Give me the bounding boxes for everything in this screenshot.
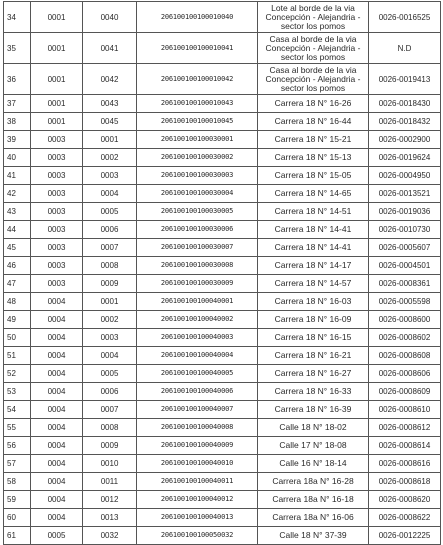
cadastral-number-cell: 206100100100030006 (137, 221, 258, 239)
registration-number-cell: 0026-0008602 (369, 329, 441, 347)
parcel-code-cell: 0011 (83, 473, 137, 491)
sector-code-cell: 0003 (31, 185, 83, 203)
parcel-code-cell: 0003 (83, 329, 137, 347)
row-number-cell: 52 (4, 365, 31, 383)
registration-number-cell: 0026-0018432 (369, 113, 441, 131)
sector-code-cell: 0001 (31, 33, 83, 64)
registration-number-cell: 0026-0008620 (369, 491, 441, 509)
registration-number-cell: 0026-0004950 (369, 167, 441, 185)
address-cell: Carrera 18 N° 14-41 (258, 239, 369, 257)
sector-code-cell: 0004 (31, 437, 83, 455)
parcel-code-cell: 0041 (83, 33, 137, 64)
row-number-cell: 56 (4, 437, 31, 455)
sector-code-cell: 0003 (31, 239, 83, 257)
parcel-code-cell: 0006 (83, 221, 137, 239)
table-row (4, 221, 441, 239)
cadastral-number-cell: 206100100100030001 (137, 131, 258, 149)
sector-code-cell: 0004 (31, 347, 83, 365)
row-number-cell: 49 (4, 311, 31, 329)
table-row (4, 239, 441, 257)
address-cell: Carrera 18 N° 16-27 (258, 365, 369, 383)
cadastral-number-cell: 206100100100040001 (137, 293, 258, 311)
parcel-code-cell: 0009 (83, 437, 137, 455)
parcel-code-cell: 0007 (83, 239, 137, 257)
parcel-code-cell: 0045 (83, 113, 137, 131)
parcel-code-cell: 0004 (83, 347, 137, 365)
sector-code-cell: 0004 (31, 293, 83, 311)
sector-code-cell: 0003 (31, 131, 83, 149)
table-row (4, 167, 441, 185)
registration-number-cell: 0026-0008614 (369, 437, 441, 455)
row-number-cell: 48 (4, 293, 31, 311)
cadastral-number-cell: 206100100100010041 (137, 33, 258, 64)
table-row (4, 383, 441, 401)
address-cell: Casa al borde de la via Concepción - Alejandria - sector los pomos (258, 64, 369, 95)
table-row (4, 473, 441, 491)
table-row (4, 203, 441, 221)
address-cell: Calle 16 N° 18-14 (258, 455, 369, 473)
address-cell: Carrera 18 N° 14-65 (258, 185, 369, 203)
cadastral-number-cell: 206100100100010042 (137, 64, 258, 95)
address-cell: Carrera 18 N° 14-41 (258, 221, 369, 239)
address-cell: Lote al borde de la via Concepción - Alejandria - sector los pomos (258, 2, 369, 33)
parcel-code-cell: 0003 (83, 167, 137, 185)
address-cell: Carrera 18 N° 16-44 (258, 113, 369, 131)
cadastral-number-cell: 206100100100040010 (137, 455, 258, 473)
cadastral-number-cell: 206100100100040008 (137, 419, 258, 437)
registration-number-cell: 0026-0004501 (369, 257, 441, 275)
sector-code-cell: 0004 (31, 419, 83, 437)
row-number-cell: 54 (4, 401, 31, 419)
table-row (4, 437, 441, 455)
parcel-code-cell: 0005 (83, 203, 137, 221)
sector-code-cell: 0004 (31, 491, 83, 509)
row-number-cell: 55 (4, 419, 31, 437)
address-cell: Carrera 18a N° 16-18 (258, 491, 369, 509)
table-row (4, 311, 441, 329)
row-number-cell: 39 (4, 131, 31, 149)
sector-code-cell: 0004 (31, 509, 83, 527)
sector-code-cell: 0004 (31, 311, 83, 329)
table-row (4, 275, 441, 293)
address-cell: Carrera 18 N° 14-57 (258, 275, 369, 293)
address-cell: Carrera 18 N° 16-33 (258, 383, 369, 401)
sector-code-cell: 0001 (31, 113, 83, 131)
sector-code-cell: 0003 (31, 203, 83, 221)
parcel-code-cell: 0042 (83, 64, 137, 95)
registration-number-cell: 0026-0013521 (369, 185, 441, 203)
sector-code-cell: 0004 (31, 383, 83, 401)
cadastral-number-cell: 206100100100010045 (137, 113, 258, 131)
table-row (4, 33, 441, 64)
table-row (4, 131, 441, 149)
sector-code-cell: 0001 (31, 64, 83, 95)
table-row (4, 185, 441, 203)
address-cell: Calle 18 N° 18-02 (258, 419, 369, 437)
parcel-code-cell: 0043 (83, 95, 137, 113)
cadastral-number-cell: 206100100100040007 (137, 401, 258, 419)
registration-number-cell: 0026-0008612 (369, 419, 441, 437)
row-number-cell: 38 (4, 113, 31, 131)
address-cell: Carrera 18a N° 16-28 (258, 473, 369, 491)
document-sheet (3, 1, 440, 545)
row-number-cell: 59 (4, 491, 31, 509)
cadastral-number-cell: 206100100100010043 (137, 95, 258, 113)
cadastral-number-cell: 206100100100010040 (137, 2, 258, 33)
table-row (4, 95, 441, 113)
parcel-code-cell: 0008 (83, 257, 137, 275)
parcel-code-cell: 0040 (83, 2, 137, 33)
registration-number-cell: 0026-0008616 (369, 455, 441, 473)
table-row (4, 149, 441, 167)
sector-code-cell: 0004 (31, 365, 83, 383)
table-row (4, 347, 441, 365)
cadastral-number-cell: 206100100100040002 (137, 311, 258, 329)
row-number-cell: 51 (4, 347, 31, 365)
row-number-cell: 47 (4, 275, 31, 293)
registration-number-cell: 0026-0008610 (369, 401, 441, 419)
sector-code-cell: 0003 (31, 167, 83, 185)
cadastral-number-cell: 206100100100040005 (137, 365, 258, 383)
address-cell: Carrera 18 N° 14-51 (258, 203, 369, 221)
registration-number-cell: 0026-0018430 (369, 95, 441, 113)
sector-code-cell: 0003 (31, 275, 83, 293)
parcel-code-cell: 0013 (83, 509, 137, 527)
row-number-cell: 41 (4, 167, 31, 185)
parcel-code-cell: 0002 (83, 149, 137, 167)
parcel-code-cell: 0009 (83, 275, 137, 293)
cadastral-number-cell: 206100100100040013 (137, 509, 258, 527)
table-row (4, 64, 441, 95)
registration-number-cell: 0026-0005607 (369, 239, 441, 257)
sector-code-cell: 0003 (31, 149, 83, 167)
sector-code-cell: 0004 (31, 401, 83, 419)
registration-number-cell: 0026-0010730 (369, 221, 441, 239)
parcel-code-cell: 0002 (83, 311, 137, 329)
registration-number-cell: 0026-0002900 (369, 131, 441, 149)
address-cell: Carrera 18 N° 16-09 (258, 311, 369, 329)
table-row (4, 113, 441, 131)
row-number-cell: 35 (4, 33, 31, 64)
registration-number-cell: 0026-0005598 (369, 293, 441, 311)
cadastral-number-cell: 206100100100030007 (137, 239, 258, 257)
cadastral-number-cell: 206100100100030009 (137, 275, 258, 293)
cadastral-number-cell: 206100100100040006 (137, 383, 258, 401)
registration-number-cell: 0026-0019413 (369, 64, 441, 95)
address-cell: Calle 17 N° 18-08 (258, 437, 369, 455)
registration-number-cell: 0026-0008606 (369, 365, 441, 383)
cadastral-number-cell: 206100100100030005 (137, 203, 258, 221)
table-row (4, 2, 441, 33)
cadastral-number-cell: 206100100100030002 (137, 149, 258, 167)
table-row (4, 455, 441, 473)
row-number-cell: 53 (4, 383, 31, 401)
registration-number-cell: 0026-0016525 (369, 2, 441, 33)
table-row (4, 527, 441, 545)
table-row (4, 491, 441, 509)
parcel-code-cell: 0008 (83, 419, 137, 437)
row-number-cell: 34 (4, 2, 31, 33)
table-row (4, 329, 441, 347)
parcel-code-cell: 0010 (83, 455, 137, 473)
table-row (4, 293, 441, 311)
parcel-code-cell: 0007 (83, 401, 137, 419)
address-cell: Carrera 18 N° 15-05 (258, 167, 369, 185)
registration-number-cell: N.D (369, 33, 441, 64)
cadastral-number-cell: 206100100100030004 (137, 185, 258, 203)
parcel-code-cell: 0005 (83, 365, 137, 383)
registration-number-cell: 0026-0008618 (369, 473, 441, 491)
registration-number-cell: 0026-0019036 (369, 203, 441, 221)
row-number-cell: 60 (4, 509, 31, 527)
row-number-cell: 36 (4, 64, 31, 95)
address-cell: Calle 18 N° 37-39 (258, 527, 369, 545)
parcel-code-cell: 0001 (83, 293, 137, 311)
address-cell: Carrera 18 N° 15-21 (258, 131, 369, 149)
parcel-code-cell: 0012 (83, 491, 137, 509)
parcel-code-cell: 0001 (83, 131, 137, 149)
cadastral-number-cell: 206100100100040012 (137, 491, 258, 509)
sector-code-cell: 0004 (31, 329, 83, 347)
row-number-cell: 57 (4, 455, 31, 473)
registration-number-cell: 0026-0008361 (369, 275, 441, 293)
registration-number-cell: 0026-0019624 (369, 149, 441, 167)
sector-code-cell: 0004 (31, 455, 83, 473)
parcel-code-cell: 0032 (83, 527, 137, 545)
sector-code-cell: 0001 (31, 95, 83, 113)
table-row (4, 401, 441, 419)
row-number-cell: 44 (4, 221, 31, 239)
sector-code-cell: 0003 (31, 257, 83, 275)
cadastral-number-cell: 206100100100040003 (137, 329, 258, 347)
cadastral-number-cell: 206100100100040004 (137, 347, 258, 365)
address-cell: Carrera 18 N° 16-26 (258, 95, 369, 113)
cadastral-number-cell: 206100100100030003 (137, 167, 258, 185)
registration-number-cell: 0026-0008609 (369, 383, 441, 401)
row-number-cell: 50 (4, 329, 31, 347)
row-number-cell: 42 (4, 185, 31, 203)
cadastral-number-cell: 206100100100030008 (137, 257, 258, 275)
parcel-code-cell: 0006 (83, 383, 137, 401)
sector-code-cell: 0004 (31, 473, 83, 491)
row-number-cell: 37 (4, 95, 31, 113)
address-cell: Carrera 18 N° 16-03 (258, 293, 369, 311)
sector-code-cell: 0001 (31, 2, 83, 33)
row-number-cell: 40 (4, 149, 31, 167)
row-number-cell: 43 (4, 203, 31, 221)
table-row (4, 257, 441, 275)
address-cell: Carrera 18 N° 16-21 (258, 347, 369, 365)
row-number-cell: 61 (4, 527, 31, 545)
table-row (4, 509, 441, 527)
address-cell: Casa al borde de la via Concepción - Alejandria - sector los pomos (258, 33, 369, 64)
registration-number-cell: 0026-0008600 (369, 311, 441, 329)
row-number-cell: 58 (4, 473, 31, 491)
cadastral-number-cell: 206100100100050032 (137, 527, 258, 545)
address-cell: Carrera 18 N° 16-15 (258, 329, 369, 347)
registration-number-cell: 0026-0012225 (369, 527, 441, 545)
table-row (4, 419, 441, 437)
parcel-code-cell: 0004 (83, 185, 137, 203)
registration-number-cell: 0026-0008608 (369, 347, 441, 365)
registration-number-cell: 0026-0008622 (369, 509, 441, 527)
cadastral-number-cell: 206100100100040011 (137, 473, 258, 491)
address-cell: Carrera 18 N° 14-17 (258, 257, 369, 275)
sector-code-cell: 0003 (31, 221, 83, 239)
address-cell: Carrera 18 N° 16-39 (258, 401, 369, 419)
row-number-cell: 46 (4, 257, 31, 275)
property-table (3, 1, 441, 545)
property-table-body (4, 2, 441, 545)
sector-code-cell: 0005 (31, 527, 83, 545)
cadastral-number-cell: 206100100100040009 (137, 437, 258, 455)
table-row (4, 365, 441, 383)
address-cell: Carrera 18 N° 15-13 (258, 149, 369, 167)
row-number-cell: 45 (4, 239, 31, 257)
address-cell: Carrera 18a N° 16-06 (258, 509, 369, 527)
